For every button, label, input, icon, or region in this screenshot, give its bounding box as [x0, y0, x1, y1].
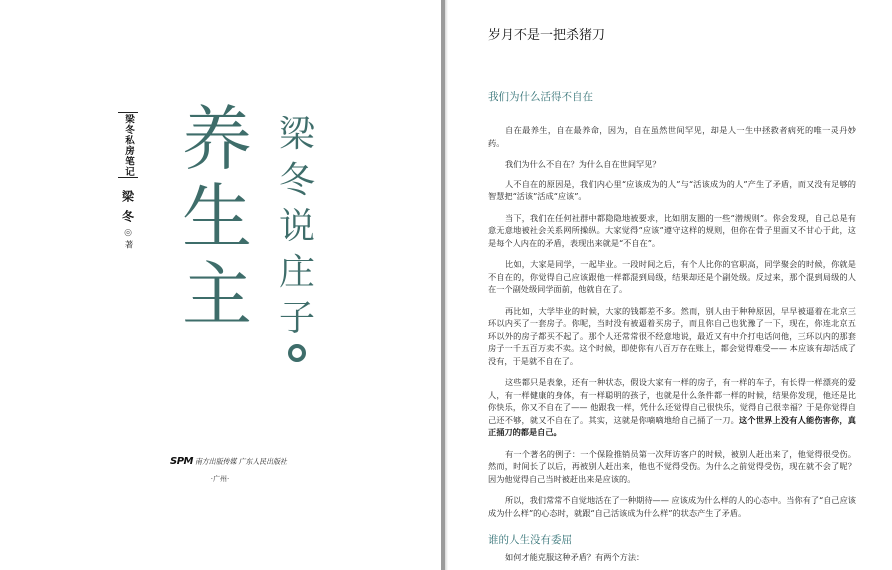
- book-cover-page: [0, 0, 441, 570]
- text-page: [448, 0, 892, 570]
- main-title-char: 生: [182, 176, 252, 258]
- paragraph: 再比如，大学毕业的时候，大家的钱都差不多。然而，别人由于种种原因，早早被逼着在北京三环以内买了一套房子。你呢，当时没有被逼着买房子，而且你自己也犹豫了一下，现在，你连北京五环以外的房子都买不起了。那个人还常常很不经意地说，最近又有中介打电话问他，三环以内的那套房子一千五百万卖不卖。这个时候，即使你有八百万存在账上，都会觉得难受—— 本应该有却活成了没有，于是就不自在了。: [488, 305, 856, 366]
- sub-title-char: 庄: [278, 252, 315, 293]
- publisher-line: [170, 455, 287, 467]
- author-block: [118, 190, 138, 249]
- publisher-name: 南方出版传媒 广东人民出版社: [194, 456, 287, 466]
- main-title-char: 主: [182, 254, 252, 336]
- author-name: 梁冬: [120, 190, 135, 230]
- paragraph-text: 这些都只是表象，还有一种状态，假设大家有一样的房子，有一样的车子，有长得一样漂亮的爱人，有一样健康的身体，有一样聪明的孩子，也就是什么条件都一样的时候，结果你发现，他还是比你快乐，你又不自在了—— 他跟我一样，凭什么还觉得自己很快乐，觉得自己很幸福？于是你觉得自己还不够，就又不自在了。其实，这就是你嘀嘀地给自己捅了一刀。: [488, 377, 856, 425]
- paragraph: 自在最养生，自在最养命，因为，自在虽然世间罕见，却是人一生中拯救者病死的唯一灵丹妙药。: [488, 125, 856, 148]
- paragraph: 有一个著名的例子：一个保险推销员第一次拜访客户的时候，被别人赶出来了，他觉得很受伤。然而，时间长了以后，再被别人赶出来，他也不觉得受伤。为什么之前觉得受伤，现在就不会了呢？因为他觉得自己当时被赶出来是应该的。: [488, 448, 856, 484]
- main-title-char: 养: [182, 98, 252, 180]
- paragraph: 我们为什么不自在？为什么自在世间罕见？: [505, 159, 661, 169]
- sub-title-char: 冬: [278, 160, 315, 201]
- paragraph: 比如，大家是同学，一起毕业。一段时间之后，有个人比你的官职高，同学聚会的时候，你就是不自在的，你觉得自己应该跟他一样都混到局级，结果却还是个副处级。反过来，那个混到局级的人在一个副处级同学面前，他就自在了。: [488, 259, 856, 294]
- sub-title: [274, 112, 320, 362]
- chapter-title: 岁月不是一把杀猪刀: [488, 28, 606, 43]
- sub-title-char: 说: [278, 206, 315, 247]
- sub-title-char: 梁: [278, 114, 315, 155]
- publisher-logo: SPM: [170, 455, 193, 467]
- paragraph: 人不自在的原因是，我们内心里“应该成为的人”与“活该成为的人”产生了矛盾，而又没有足够的智慧把“活该”活成“应该”。: [488, 178, 856, 201]
- bold-sentence: 这个世界上没有人能伤害你，真正捅刀的都是自己。: [488, 414, 856, 437]
- series-text: 梁冬私房笔记: [123, 113, 134, 177]
- main-title: [182, 100, 252, 334]
- paragraph: 当下，我们在任何社群中都隐隐地被要求，比如朋友圈的一些“潜规则”。你会发现，自己总是有意无意地被社会关系网所操纵。大家觉得“应该”遵守这样的规则，但你在骨子里面又不甘心于此，这是每个人内在的矛盾，表现出来就是“不自在”。: [488, 212, 856, 248]
- author-separator: ◎: [124, 228, 132, 238]
- paragraph: [488, 376, 856, 439]
- series-label: [118, 112, 138, 178]
- paragraph: 所以，我们常常不自觉地活在了一种期待—— 应该成为什么样的人的心态中。当你有了“自己应该成为什么样”的心态时，就跟“自己活该成为什么样”的状态产生了矛盾。: [488, 495, 856, 518]
- sub-title-char: 子: [278, 298, 315, 339]
- paragraph-tail: 如何才能克服这种矛盾？有两个方法：: [505, 552, 645, 562]
- section-title: 谁的人生没有委屈: [488, 534, 572, 546]
- publisher-city: ·广州·: [210, 475, 230, 483]
- body-text: [488, 124, 856, 528]
- circle-dot-icon: [288, 344, 306, 362]
- section-title: 我们为什么活得不自在: [488, 91, 593, 103]
- author-role: 著: [123, 240, 133, 249]
